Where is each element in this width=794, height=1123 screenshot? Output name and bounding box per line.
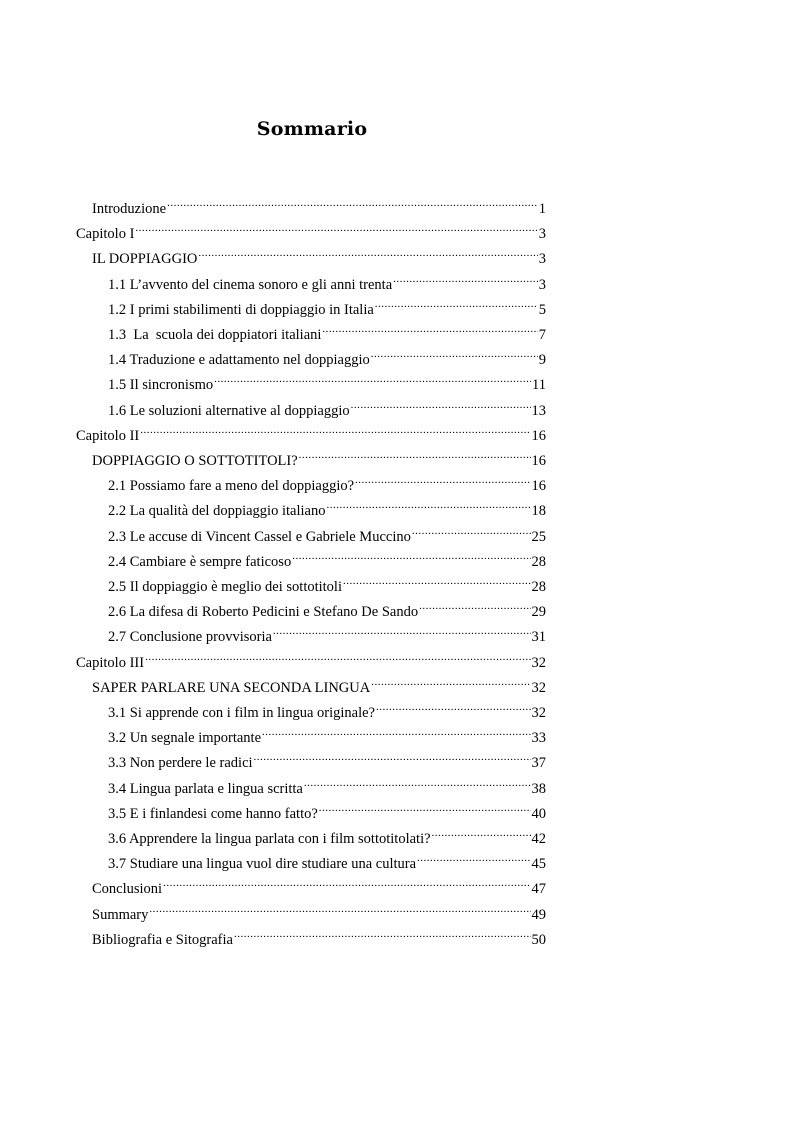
toc-entry-page: 1 <box>538 201 546 217</box>
toc-entry-page: 45 <box>531 856 546 873</box>
toc-leader-dots <box>135 216 537 238</box>
page-title: Sommario <box>256 118 368 140</box>
toc-leader-dots <box>140 418 530 440</box>
toc-entry-page: 32 <box>531 679 546 696</box>
toc-entry[interactable] <box>108 342 546 369</box>
toc-leader-dots <box>351 393 531 415</box>
toc-entry[interactable] <box>76 216 546 243</box>
toc-leader-dots <box>149 897 530 919</box>
toc-entry-label: Introduzione <box>92 201 167 217</box>
toc-entry[interactable] <box>108 796 546 822</box>
toc-leader-dots <box>343 569 531 591</box>
toc-leader-dots <box>376 695 531 717</box>
toc-entry-label: 1.2 I primi stabilimenti di doppiaggio in Italia <box>108 301 374 318</box>
toc-entry-label: 2.6 La difesa di Roberto Pedicini e Stefano De Sando <box>108 604 419 621</box>
toc-entry[interactable] <box>108 468 546 495</box>
toc-entry[interactable] <box>92 897 546 923</box>
toc-entry[interactable] <box>108 594 546 621</box>
toc-entry-label: 1.1 L’avvento del cinema sonoro e gli anni trenta <box>108 276 393 293</box>
toc-entry[interactable] <box>108 695 546 721</box>
toc-entry-label: 2.5 Il doppiaggio è meglio dei sottotitoli <box>108 579 342 595</box>
toc-leader-dots <box>417 846 530 868</box>
toc-leader-dots <box>234 922 531 944</box>
toc-leader-dots <box>326 493 530 515</box>
toc-entry-label: 2.7 Conclusione provvisoria <box>108 629 272 646</box>
toc-entry-label: 1.6 Le soluzioni alternative al doppiaggio <box>108 402 350 419</box>
toc-entry-page: 32 <box>531 705 546 721</box>
toc-entry-page: 28 <box>531 553 546 570</box>
toc-entry-label: 3.7 Studiare una lingua vuol dire studiare una cultura <box>108 856 417 873</box>
toc-entry[interactable] <box>108 317 546 343</box>
toc-leader-dots <box>419 594 530 616</box>
toc-entry-label: SAPER PARLARE UNA SECONDA LINGUA <box>92 679 371 696</box>
toc-entry[interactable] <box>108 519 546 545</box>
toc-entry-page: 49 <box>531 906 546 923</box>
toc-entry-label: 2.3 Le accuse di Vincent Cassel e Gabriele Muccino <box>108 528 411 545</box>
toc-entry-label: Capitolo III <box>76 654 145 671</box>
toc-entry-label: 2.4 Cambiare è sempre faticoso <box>108 553 292 570</box>
toc-entry[interactable] <box>76 418 546 444</box>
toc-leader-dots <box>355 468 530 490</box>
toc-entry-page: 16 <box>531 427 546 444</box>
toc-entry-page: 25 <box>531 528 546 545</box>
toc-leader-dots <box>262 720 530 742</box>
toc-entry[interactable] <box>108 544 546 570</box>
toc-entry-page: 32 <box>531 654 546 671</box>
toc-entry[interactable] <box>108 846 546 873</box>
toc-entry-page: 7 <box>538 327 546 343</box>
toc-entry-page: 16 <box>531 453 546 469</box>
toc-entry[interactable] <box>76 645 546 671</box>
toc-leader-dots <box>432 821 531 843</box>
toc-entry-label: 3.1 Si apprende con i film in lingua originale? <box>108 705 375 721</box>
toc-entry[interactable] <box>108 267 546 293</box>
toc-entry-page: 29 <box>531 604 546 621</box>
toc-entry[interactable] <box>108 745 546 772</box>
toc-entry-page: 9 <box>538 352 546 369</box>
toc-entry-page: 11 <box>532 377 546 394</box>
toc-leader-dots <box>393 267 538 289</box>
toc-entry-label: Conclusioni <box>92 881 163 898</box>
toc-leader-dots <box>304 771 531 793</box>
toc-entry[interactable] <box>92 191 546 217</box>
toc-entry-label: Summary <box>92 906 149 923</box>
toc-leader-dots <box>319 796 531 818</box>
toc-entry-page: 47 <box>531 881 546 898</box>
toc-leader-dots <box>375 292 538 314</box>
toc-entry-page: 42 <box>531 831 546 847</box>
toc-entry-page: 33 <box>531 730 546 747</box>
toc-entry[interactable] <box>108 720 546 747</box>
toc-entry-label: 3.5 E i finlandesi come hanno fatto? <box>108 805 318 822</box>
toc-leader-dots <box>292 544 530 566</box>
toc-entry-label: 3.6 Apprendere la lingua parlata con i film sottotitolati? <box>108 831 431 847</box>
toc-entry-page: 3 <box>538 226 546 243</box>
toc-entry-page: 40 <box>531 805 546 822</box>
toc-entry-label: 2.1 Possiamo fare a meno del doppiaggio? <box>108 478 355 495</box>
toc-leader-dots <box>167 191 538 213</box>
toc-entry-label: IL DOPPIAGGIO <box>92 251 198 268</box>
toc-leader-dots <box>412 519 531 541</box>
toc-entry-label: 3.3 Non perdere le radici <box>108 755 253 772</box>
toc-entry[interactable] <box>108 569 546 595</box>
toc-entry[interactable] <box>92 241 546 268</box>
toc-entry-page: 3 <box>538 276 546 293</box>
toc-entry[interactable] <box>108 393 546 419</box>
toc-entry-label: 2.2 La qualità del doppiaggio italiano <box>108 503 326 520</box>
toc-leader-dots <box>371 342 538 364</box>
toc-entry-page: 37 <box>531 755 546 772</box>
toc-leader-dots <box>322 317 537 339</box>
toc-entry[interactable] <box>92 871 546 898</box>
toc-leader-dots <box>214 367 531 389</box>
toc-entry-page: 16 <box>531 478 546 495</box>
toc-leader-dots <box>299 443 531 465</box>
toc-entry-page: 38 <box>531 780 546 797</box>
toc-entry[interactable] <box>108 821 546 847</box>
toc-entry-label: Capitolo I <box>76 226 135 243</box>
toc-entry-label: Bibliografia e Sitografia <box>92 931 233 948</box>
toc-leader-dots <box>163 871 530 893</box>
toc-entry[interactable] <box>92 922 546 948</box>
toc-leader-dots <box>198 241 537 263</box>
toc-entry-page: 13 <box>531 402 546 419</box>
toc-entry-page: 5 <box>538 301 546 318</box>
toc-entry[interactable] <box>108 493 546 520</box>
toc-entry[interactable] <box>92 443 546 469</box>
toc-entry-label: Capitolo II <box>76 427 140 444</box>
toc-leader-dots <box>273 619 531 641</box>
toc-entry-page: 50 <box>531 931 546 948</box>
toc-leader-dots <box>254 745 531 767</box>
toc-entry[interactable] <box>108 771 546 797</box>
toc-entry-page: 28 <box>531 579 546 595</box>
toc-entry[interactable] <box>108 292 546 318</box>
toc-entry-label: 3.2 Un segnale importante <box>108 730 262 747</box>
toc-entry-page: 31 <box>531 629 546 646</box>
toc-entry-page: 3 <box>538 251 546 268</box>
toc-entry-label: DOPPIAGGIO O SOTTOTITOLI? <box>92 453 298 469</box>
toc-entry-label: 1.4 Traduzione e adattamento nel doppiaggio <box>108 352 370 369</box>
toc-entry[interactable] <box>108 619 546 646</box>
toc-entry[interactable] <box>108 367 546 394</box>
toc-entry-page: 18 <box>531 503 546 520</box>
toc-entry[interactable] <box>92 670 546 696</box>
toc-leader-dots <box>145 645 530 667</box>
toc-entry-label: 1.5 Il sincronismo <box>108 377 214 394</box>
toc-entry-label: 1.3 La scuola dei doppiatori italiani <box>108 327 322 343</box>
toc-entry-label: 3.4 Lingua parlata e lingua scritta <box>108 780 303 797</box>
toc-leader-dots <box>371 670 530 692</box>
